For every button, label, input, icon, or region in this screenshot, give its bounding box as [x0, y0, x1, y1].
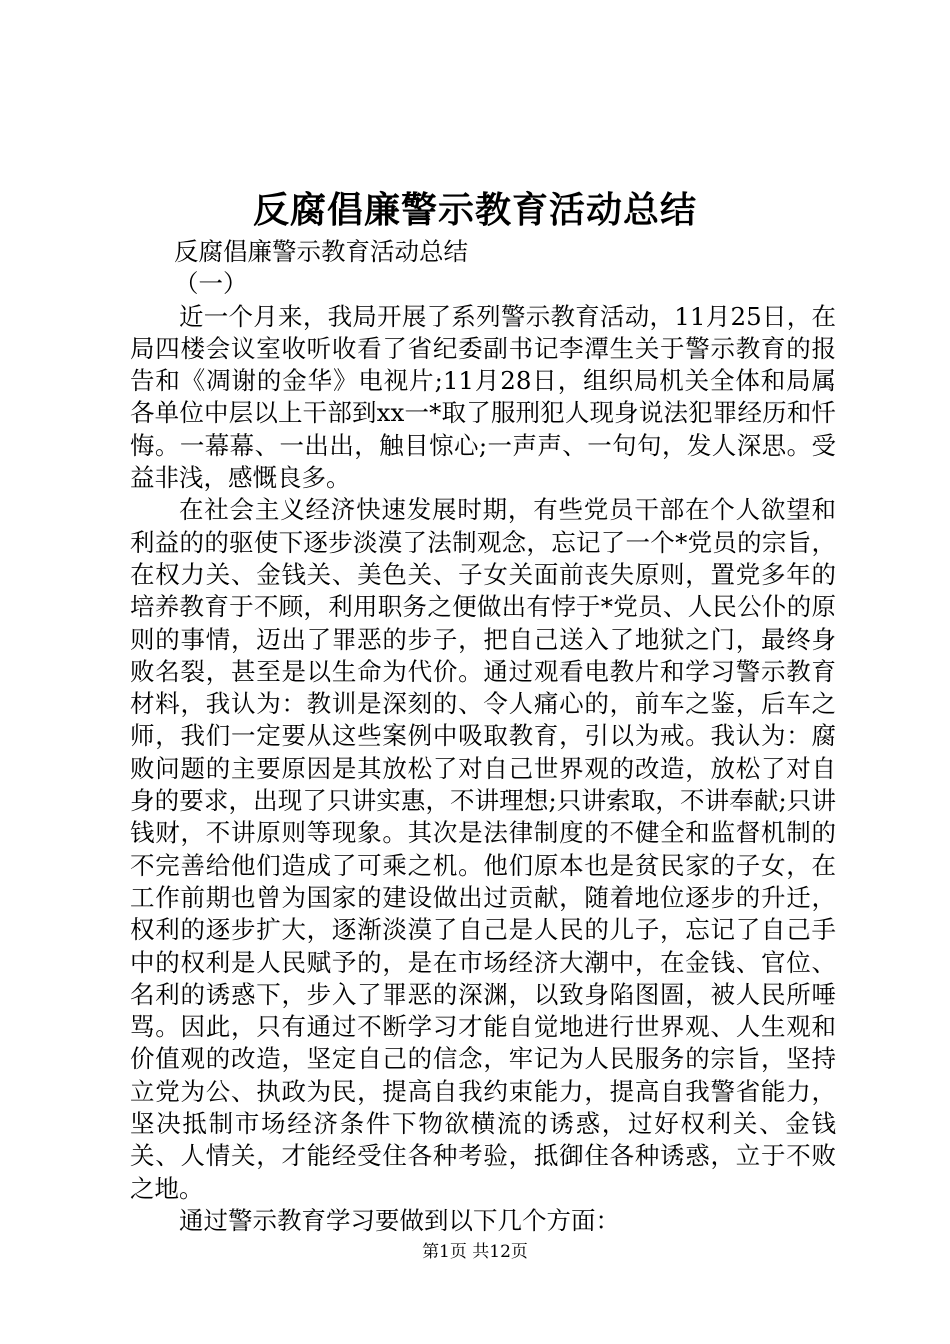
document-subtitle: 反腐倡廉警示教育活动总结 [174, 237, 468, 266]
paragraph-2: 在社会主义经济快速发展时期，有些党员干部在个人欲望和利益的的驱使下逐步淡漠了法制观念，忘记了一个*党员的宗旨，在权力关、金钱关、美色关、子女关面前丧失原则，置党多年的培养教育于不顾，利用职务之便做出有悖于*党员、人民公仆的原则的事情，迈出了罪恶的步子，把自己送入了地狱之门，最终身败名裂，甚至是以生命为代价。通过观看电教片和学习警示教育材料，我认为：教训是深刻的、令人痛心的，前车之鉴，后车之师，我们一定要从这些案例中吸取教育，引以为戒。我认为：腐败问题的主要原因是其放松了对自己世界观的改造，放松了对自身的要求，出现了只讲实惠，不讲理想;只讲索取，不讲奉献;只讲钱财，不讲原则等现象。其次是法律制度的不健全和监督机制的不完善给他们造成了可乘之机。他们原本也是贫民家的子女，在工作前期也曾为国家的建设做出过贡献，随着地位逐步的升迁，权利的逐步扩大，逐渐淡漠了自己是人民的儿子，忘记了自己手中的权利是人民赋予的，是在市场经济大潮中，在金钱、官位、名利的诱惑下，步入了罪恶的深渊，以致身陷图圄，被人民所唾骂。因此，只有通过不断学习才能自觉地进行世界观、人生观和价值观的改造，坚定自己的信念，牢记为人民服务的宗旨，坚持立党为公、执政为民，提高自我约束能力，提高自我警省能力，坚决抵制市场经济条件下物欲横流的诱惑，过好权利关、金钱关、人情关，才能经受住各种考验，抵御住各种诱惑，立于不败之地。 [130, 495, 836, 1203]
paragraph-3: 通过警示教育学习要做到以下几个方面： [179, 1205, 620, 1235]
document-body [130, 236, 836, 1237]
page-footer: 第1页 共12页 [422, 1242, 528, 1262]
paragraph-1: 近一个月来，我局开展了系列警示教育活动，11月25日，在局四楼会议室收听收看了省纪委副书记李潭生关于警示教育的报告和《凋谢的金华》电视片;11月28日，组织局机关全体和局属各单位中层以上干部到xx一*取了服刑犯人现身说法犯罪经历和忏悔。一幕幕、一出出，触目惊心;一声声、一句句，发人深思。受益非浅，感慨良多。 [130, 301, 836, 493]
document-title: 反腐倡廉警示教育活动总结 [252, 189, 697, 231]
section-number: （一） [174, 269, 248, 299]
